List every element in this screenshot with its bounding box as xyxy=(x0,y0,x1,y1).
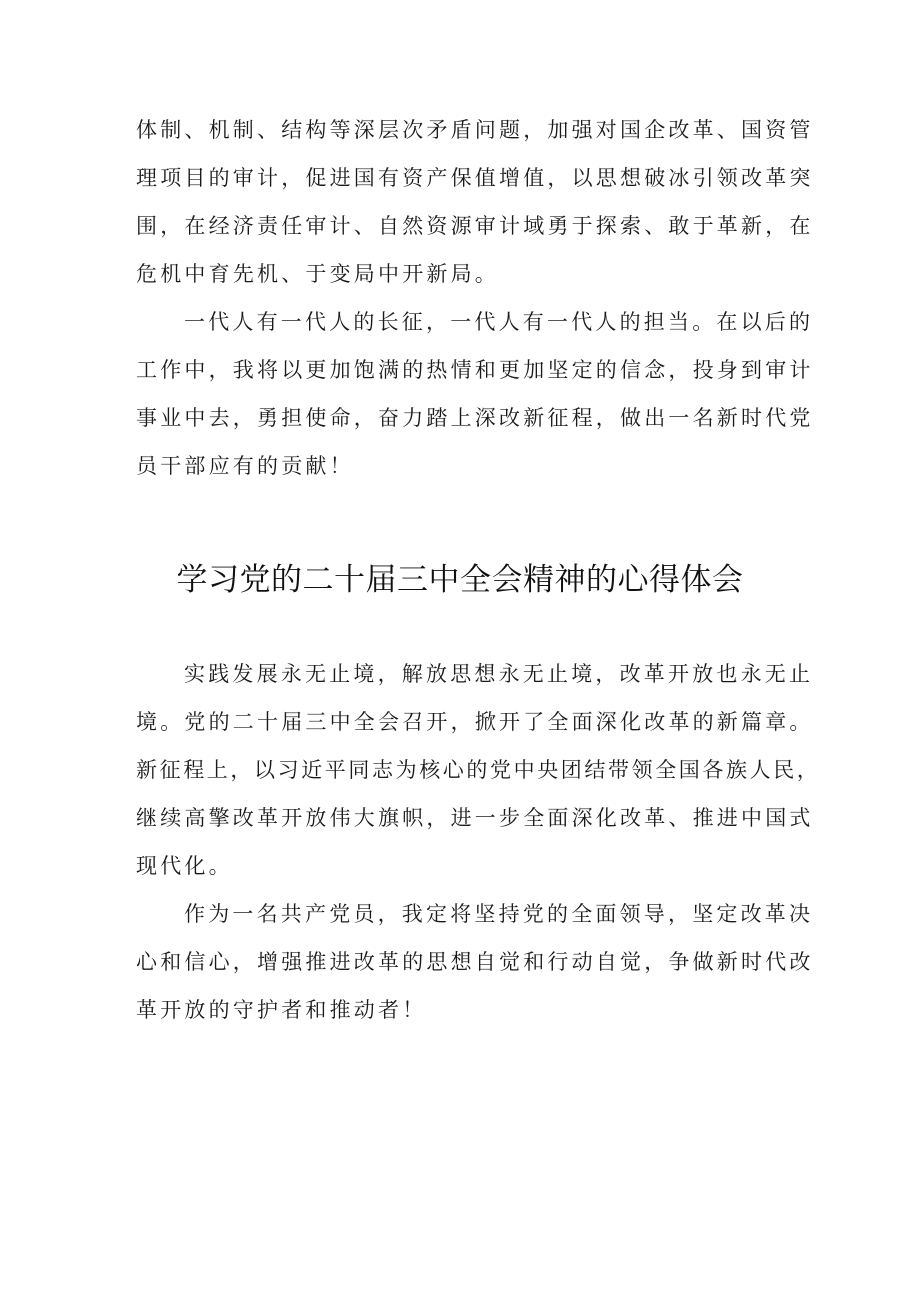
paragraph-line: 境。党的二十届三中全会召开，掀开了全面深化改革的新篇章。 xyxy=(136,710,814,734)
paragraph-line: 实践发展永无止境，解放思想永无止境，改革开放也永无止 xyxy=(184,662,814,686)
paragraph-line: 体制、机制、结构等深层次矛盾问题，加强对国企改革、国资管 xyxy=(136,118,814,142)
paragraph-line: 围，在经济责任审计、自然资源审计域勇于探索、敢于革新，在 xyxy=(136,214,814,238)
paragraph-line: 作为一名共产党员，我定将坚持党的全面领导，坚定改革决 xyxy=(184,902,814,926)
paragraph-line: 革开放的守护者和推动者！ xyxy=(136,998,427,1022)
paragraph-line: 新征程上，以习近平同志为核心的党中央团结带领全国各族人民， xyxy=(136,758,821,782)
paragraph-line: 理项目的审计，促进国有资产保值增值，以思想破冰引领改革突 xyxy=(136,166,814,190)
paragraph-line: 事业中去，勇担使命，奋力踏上深改新征程，做出一名新时代党 xyxy=(136,406,814,430)
paragraph-line: 继续高擎改革开放伟大旗帜，进一步全面深化改革、推进中国式 xyxy=(136,806,814,830)
paragraph-line: 心和信心，增强推进改革的思想自觉和行动自觉，争做新时代改 xyxy=(136,950,814,974)
paragraph-line: 现代化。 xyxy=(136,854,233,878)
paragraph-line: 一代人有一代人的长征，一代人有一代人的担当。在以后的 xyxy=(184,310,814,334)
paragraph-line: 员干部应有的贡献！ xyxy=(136,454,354,478)
paragraph-line: 工作中，我将以更加饱满的热情和更加坚定的信念，投身到审计 xyxy=(136,358,814,382)
page-title: 学习党的二十届三中全会精神的心得体会 xyxy=(176,562,744,598)
paragraph-line: 危机中育先机、于变局中开新局。 xyxy=(136,262,499,286)
